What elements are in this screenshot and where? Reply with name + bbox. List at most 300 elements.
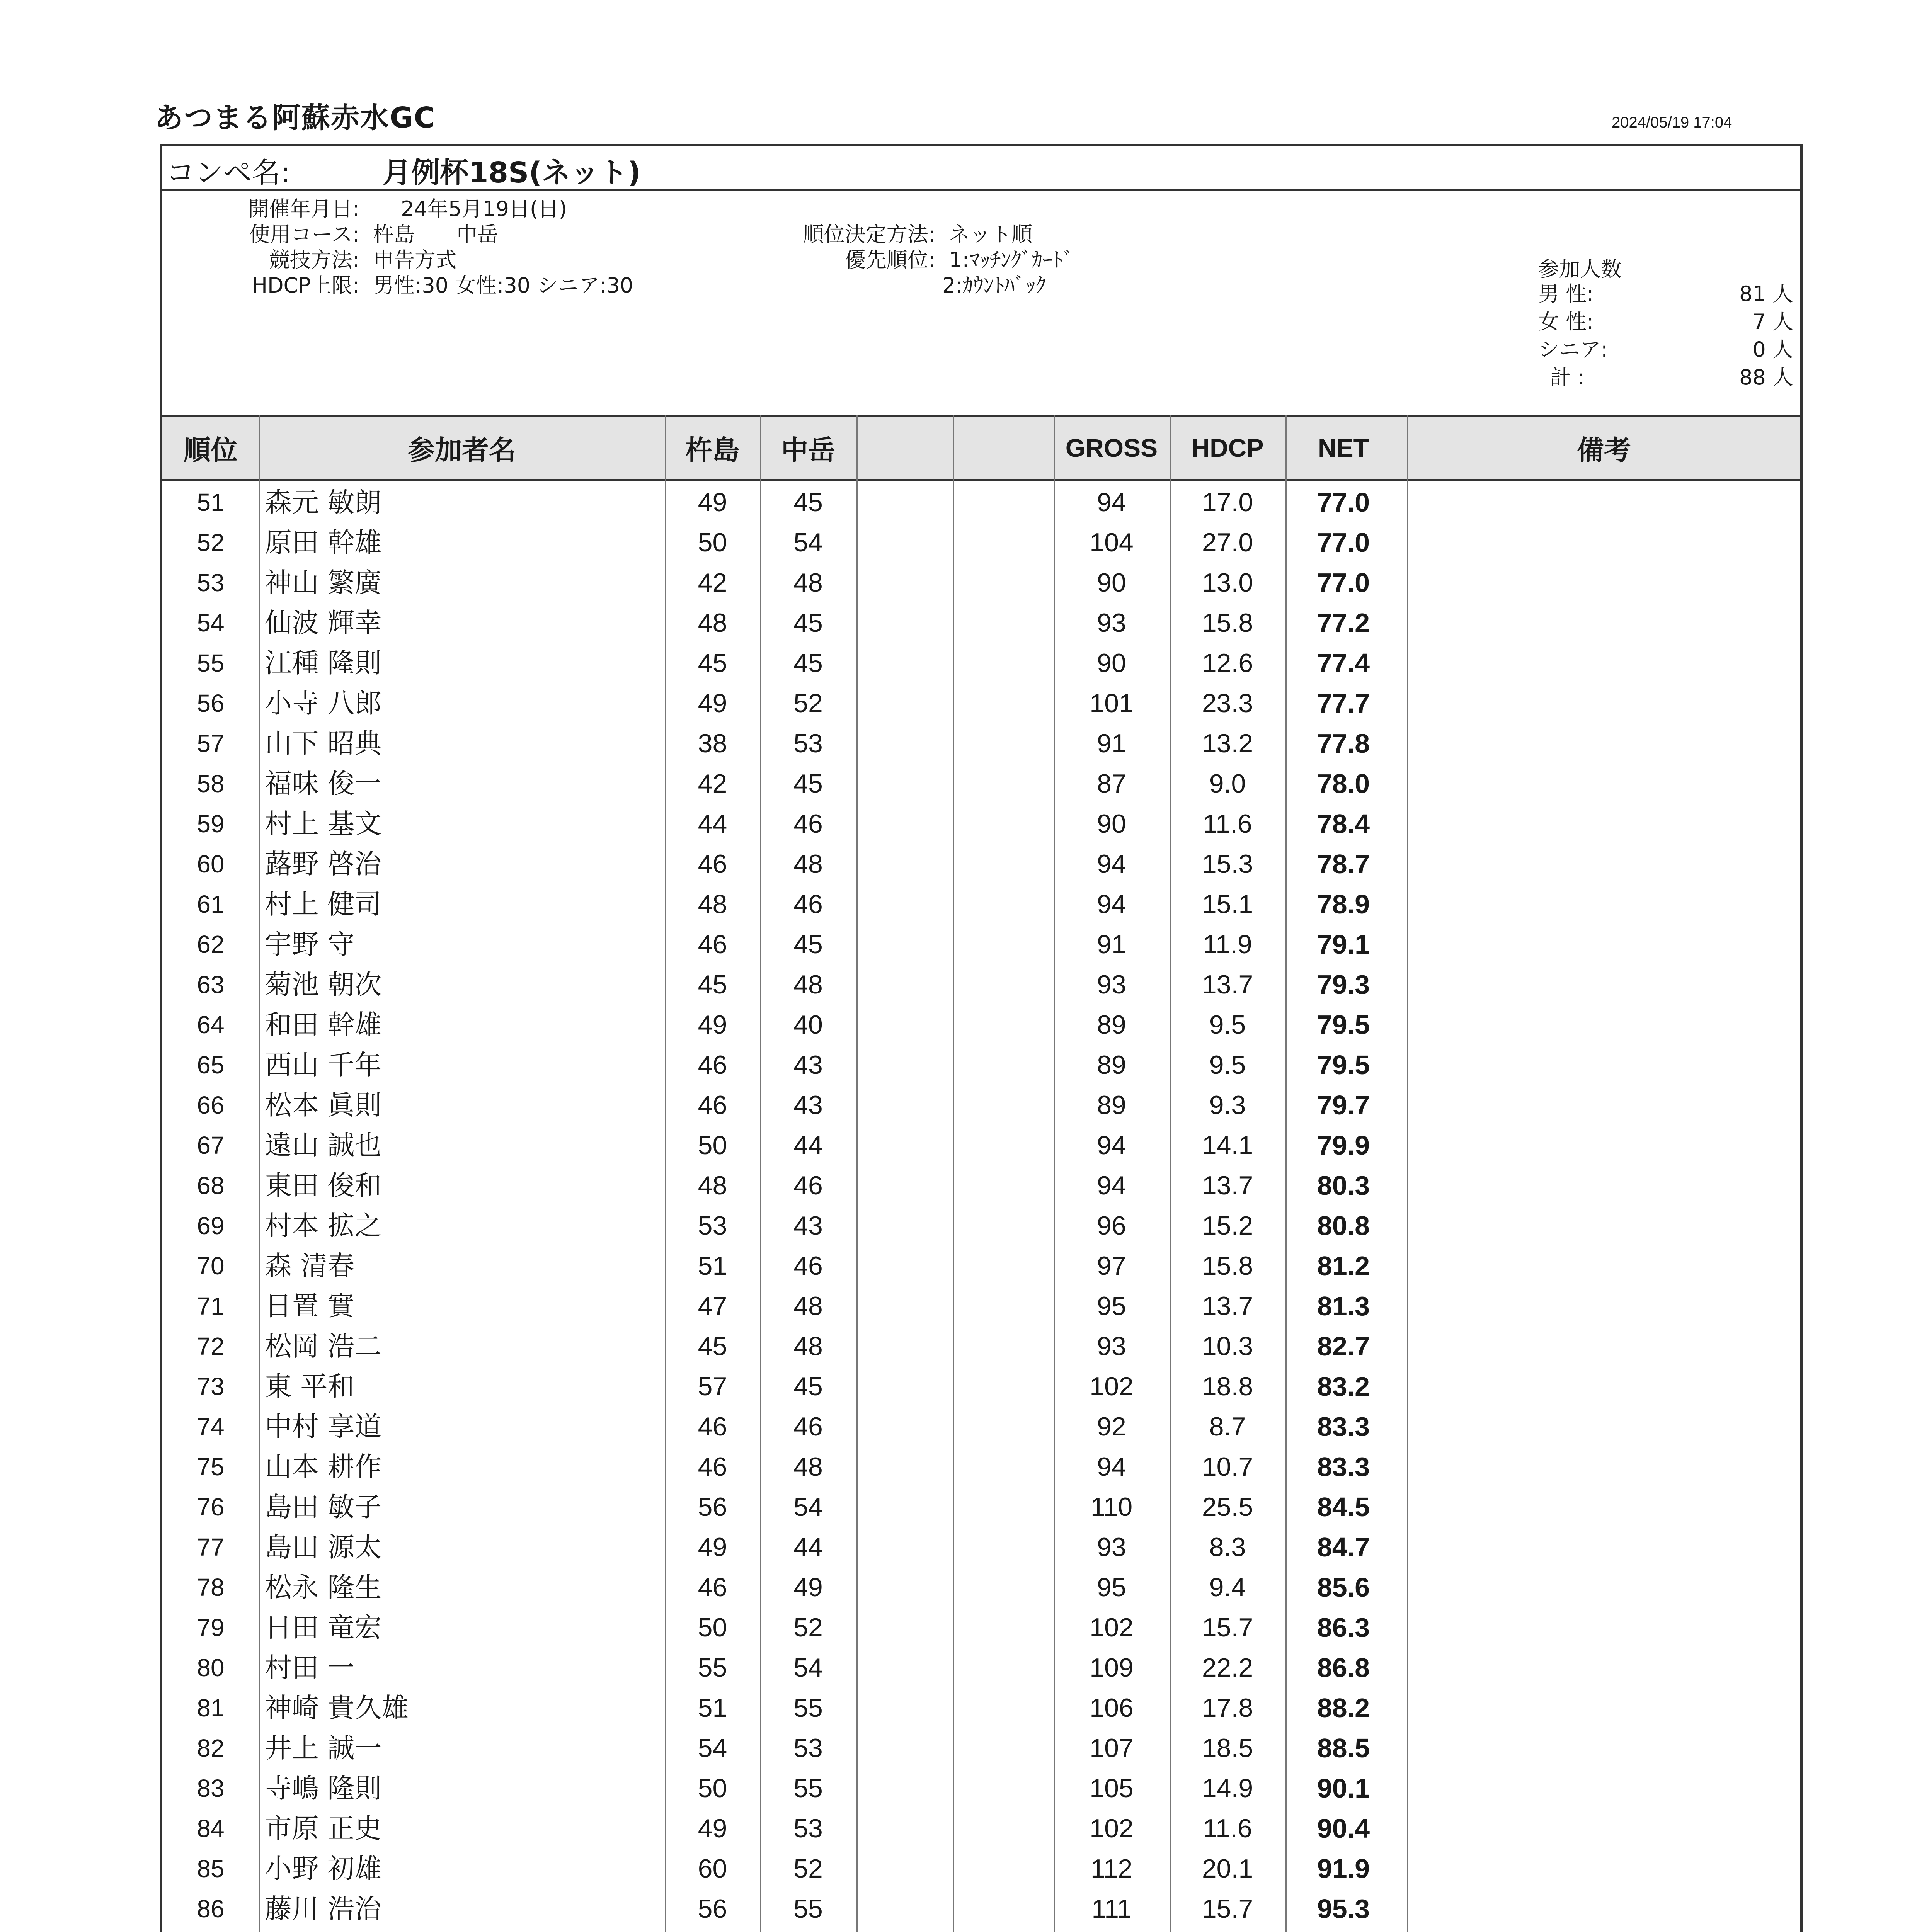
gross-cell: 93 — [1097, 1332, 1126, 1361]
name-cell: 山本 耕作 — [265, 1451, 382, 1483]
table-header — [162, 415, 1800, 481]
name-cell: 松岡 浩二 — [265, 1330, 382, 1362]
name-cell: 島田 敏子 — [265, 1491, 382, 1523]
table-row — [162, 923, 1800, 964]
gross-cell: 94 — [1097, 488, 1126, 517]
rank-cell: 59 — [197, 810, 225, 838]
column-divider — [1170, 415, 1171, 1932]
course1-score-cell: 50 — [698, 528, 727, 557]
gross-cell: 87 — [1097, 769, 1126, 798]
table-row — [162, 1365, 1800, 1406]
net-cell: 80.3 — [1317, 1170, 1370, 1201]
name-cell: 神崎 貴久雄 — [265, 1692, 409, 1724]
rank-cell: 64 — [197, 1011, 225, 1039]
course1-score-cell: 44 — [698, 809, 727, 838]
course1-score-cell: 42 — [698, 568, 727, 597]
column-divider — [856, 415, 858, 1932]
rank-cell: 84 — [197, 1815, 225, 1842]
rank-cell: 58 — [197, 770, 225, 798]
net-cell: 88.5 — [1317, 1733, 1370, 1763]
net-cell: 83.3 — [1317, 1452, 1370, 1482]
column-divider — [1407, 415, 1408, 1932]
net-cell: 88.2 — [1317, 1693, 1370, 1723]
net-cell: 84.7 — [1317, 1532, 1370, 1562]
hdcp-cell: 11.6 — [1203, 1814, 1252, 1843]
table-row — [162, 762, 1800, 803]
course1-score-cell: 49 — [698, 1010, 727, 1039]
column-divider — [1285, 415, 1287, 1932]
course2-score-cell — [760, 1927, 856, 1932]
rank-cell: 86 — [197, 1895, 225, 1923]
course1-score-cell: 49 — [698, 1814, 727, 1843]
course1-score-cell: 55 — [698, 1653, 727, 1682]
table-row — [162, 1083, 1800, 1124]
net-cell: 82.7 — [1317, 1331, 1370, 1361]
hdcp-cell: 15.1 — [1202, 889, 1253, 919]
net-cell: 77.8 — [1317, 728, 1370, 759]
rank-cell: 52 — [197, 529, 225, 556]
hdcp-cell: 10.7 — [1202, 1452, 1253, 1481]
gross-cell: 97 — [1097, 1251, 1126, 1281]
rank-cell: 70 — [197, 1252, 225, 1280]
gross-cell: 102 — [1090, 1613, 1134, 1642]
course1-score-cell: 56 — [698, 1894, 727, 1923]
rank-cell: 83 — [197, 1774, 225, 1802]
gross-cell: 111 — [1091, 1894, 1132, 1923]
column-divider — [259, 415, 260, 1932]
rank-cell: 76 — [197, 1493, 225, 1521]
table-row — [162, 1485, 1800, 1526]
table-row — [162, 561, 1800, 602]
net-cell: 90.4 — [1317, 1813, 1370, 1844]
net-cell: 86.8 — [1317, 1653, 1370, 1683]
rank-cell: 63 — [197, 971, 225, 998]
rank-cell: 78 — [197, 1573, 225, 1601]
hdcp-cell: 23.3 — [1202, 689, 1253, 718]
hdcp-cell: 13.0 — [1202, 568, 1253, 597]
gross-cell: 102 — [1090, 1814, 1134, 1843]
course2-score-cell: 44 — [793, 1131, 823, 1160]
course2-score-cell: 43 — [793, 1050, 823, 1080]
course2-score-cell: 46 — [793, 1171, 823, 1200]
info-method-label: 競技方法: — [269, 248, 359, 272]
course1-score-cell: 49 — [698, 689, 727, 718]
table-row — [162, 1927, 1800, 1932]
hdcp-cell: 13.7 — [1202, 970, 1253, 999]
hdcp-cell: 25.5 — [1202, 1492, 1253, 1522]
hdcp-cell: 9.0 — [1209, 769, 1246, 798]
rank-cell: 55 — [197, 649, 225, 677]
hdcp-cell: 17.0 — [1202, 488, 1253, 517]
gross-cell: 94 — [1097, 849, 1126, 879]
rank-cell: 66 — [197, 1091, 225, 1119]
info-priority-2: 2:ｶｳﾝﾄﾊﾞｯｸ — [942, 273, 1046, 298]
course1-score-cell: 51 — [698, 1251, 727, 1281]
table-row — [162, 1646, 1800, 1687]
name-cell: 蕗野 啓治 — [265, 848, 382, 880]
table-row — [162, 1686, 1800, 1727]
gross-cell: 93 — [1097, 970, 1126, 999]
course1-score-cell: 56 — [698, 1492, 727, 1522]
net-cell: 81.2 — [1317, 1251, 1370, 1281]
table-row — [162, 802, 1800, 843]
rank-cell: 57 — [197, 730, 225, 757]
gross-cell: 102 — [1090, 1372, 1134, 1401]
rank-cell: 61 — [197, 890, 225, 918]
hdcp-cell: 11.6 — [1203, 809, 1252, 838]
table-row — [162, 1606, 1800, 1647]
hdcp-cell: 15.7 — [1202, 1613, 1253, 1642]
course2-score-cell: 45 — [793, 648, 823, 678]
table-row — [162, 1807, 1800, 1848]
hdcp-cell: 15.7 — [1202, 1894, 1253, 1923]
name-cell: 島田 源太 — [265, 1531, 382, 1563]
table-row — [162, 521, 1800, 562]
course1-score-cell: 50 — [698, 1774, 727, 1803]
gross-cell: 105 — [1090, 1774, 1134, 1803]
net-cell: 77.4 — [1317, 648, 1370, 678]
participants-title: 参加人数 — [1538, 257, 1622, 281]
rank-cell: 65 — [197, 1051, 225, 1079]
results-sheet — [160, 144, 1803, 1932]
table-row — [162, 641, 1800, 682]
participants-female-value: 7 人 — [1752, 310, 1793, 334]
hdcp-cell: 10.3 — [1202, 1332, 1253, 1361]
course2-score-cell: 40 — [793, 1010, 823, 1039]
rank-cell: 74 — [197, 1413, 225, 1440]
gross-cell: 93 — [1097, 608, 1126, 638]
course2-score-cell: 53 — [793, 1733, 823, 1763]
name-cell: 菊池 朝次 — [265, 969, 382, 1000]
gross-cell: 95 — [1097, 1573, 1126, 1602]
table-row — [162, 1325, 1800, 1366]
participants-senior-value: 0 人 — [1752, 337, 1793, 362]
hdcp-cell: 15.2 — [1202, 1211, 1253, 1240]
name-cell: 神山 繁廣 — [265, 567, 382, 599]
table-row — [162, 722, 1800, 763]
course1-score-cell: 49 — [698, 488, 727, 517]
info-course-value: 杵島 中岳 — [373, 222, 499, 247]
name-cell: 遠山 誠也 — [265, 1129, 382, 1161]
printed-timestamp: 2024/05/19 17:04 — [1612, 114, 1732, 131]
rank-cell: 75 — [197, 1453, 225, 1481]
table-row — [162, 1405, 1800, 1446]
table-row — [162, 1445, 1800, 1486]
rank-cell — [162, 1927, 259, 1932]
course2-score-cell: 55 — [793, 1894, 823, 1923]
name-cell: 松永 隆生 — [265, 1571, 382, 1603]
course2-score-cell: 48 — [793, 849, 823, 879]
course2-score-cell: 53 — [793, 1814, 823, 1843]
course1-score-cell: 54 — [698, 1733, 727, 1763]
hdcp-cell: 14.1 — [1202, 1131, 1253, 1160]
name-cell: 江種 隆則 — [265, 647, 382, 679]
course2-score-cell: 52 — [793, 1854, 823, 1883]
rank-cell: 56 — [197, 689, 225, 717]
course1-score-cell: 46 — [698, 1090, 727, 1120]
name-cell: 東 平和 — [265, 1371, 355, 1402]
gross-cell: 90 — [1097, 648, 1126, 678]
net-cell: 80.8 — [1317, 1211, 1370, 1241]
rank-cell: 85 — [197, 1855, 225, 1883]
info-hdcp-value: 男性:30 女性:30 シニア:30 — [373, 273, 633, 298]
net-cell: 81.3 — [1317, 1291, 1370, 1321]
name-cell: 福味 俊一 — [265, 768, 382, 799]
course1-score-cell: 49 — [698, 1532, 727, 1562]
course1-score-cell: 48 — [698, 889, 727, 919]
name-cell: 和田 幹雄 — [265, 1009, 382, 1041]
table-row — [162, 1566, 1800, 1607]
course2-score-cell: 45 — [793, 1372, 823, 1401]
course1-score-cell: 48 — [698, 1171, 727, 1200]
header-net: NET — [1318, 434, 1369, 462]
course2-score-cell: 45 — [793, 608, 823, 638]
gross-cell: 109 — [1090, 1653, 1134, 1682]
name-cell: 宇野 守 — [265, 929, 355, 960]
gross-cell: 91 — [1097, 930, 1126, 959]
name-cell: 仙波 輝幸 — [265, 607, 382, 639]
gross-cell: 107 — [1090, 1733, 1134, 1763]
table-row — [162, 1767, 1800, 1808]
rank-cell: 69 — [197, 1212, 225, 1240]
hdcp-cell: 15.8 — [1202, 1251, 1253, 1281]
net-cell: 79.5 — [1317, 1010, 1370, 1040]
participants-senior-label: シニア: — [1538, 337, 1608, 362]
hdcp-cell: 22.2 — [1202, 1653, 1253, 1682]
net-cell — [1285, 1927, 1401, 1932]
rank-cell: 72 — [197, 1332, 225, 1360]
name-cell: 市原 正史 — [265, 1813, 382, 1844]
course1-score-cell: 47 — [698, 1291, 727, 1321]
table-row — [162, 842, 1800, 883]
course2-score-cell: 43 — [793, 1090, 823, 1120]
course2-score-cell: 48 — [793, 1291, 823, 1321]
name-cell: 山下 昭典 — [265, 728, 382, 759]
hdcp-cell: 13.7 — [1202, 1291, 1253, 1321]
header-name: 参加者名 — [408, 434, 516, 466]
net-cell: 78.7 — [1317, 849, 1370, 879]
gross-cell: 110 — [1090, 1492, 1133, 1522]
net-cell: 85.6 — [1317, 1572, 1370, 1602]
gross-cell: 93 — [1097, 1532, 1126, 1562]
net-cell: 84.5 — [1317, 1492, 1370, 1522]
hdcp-cell — [1170, 1927, 1285, 1932]
net-cell: 78.0 — [1317, 769, 1370, 799]
net-cell: 79.5 — [1317, 1050, 1370, 1080]
competition-name: 月例杯18S(ネット) — [383, 156, 641, 189]
net-cell: 79.3 — [1317, 969, 1370, 1000]
course2-score-cell: 43 — [793, 1211, 823, 1240]
net-cell: 79.1 — [1317, 929, 1370, 959]
header-gross: GROSS — [1065, 434, 1158, 462]
gross-cell: 95 — [1097, 1291, 1126, 1321]
course2-score-cell: 45 — [793, 769, 823, 798]
rank-cell: 68 — [197, 1172, 225, 1199]
hdcp-cell: 13.7 — [1202, 1171, 1253, 1200]
course1-score-cell: 46 — [698, 930, 727, 959]
name-cell: 村本 拡之 — [265, 1210, 382, 1242]
gross-cell: 89 — [1097, 1050, 1126, 1080]
hdcp-cell: 11.9 — [1203, 930, 1252, 959]
name-cell: 日置 實 — [265, 1290, 355, 1322]
net-cell: 77.0 — [1317, 527, 1370, 558]
header-hdcp: HDCP — [1191, 434, 1264, 462]
table-row — [162, 1526, 1800, 1566]
course1-score-cell: 46 — [698, 1452, 727, 1481]
info-hdcp — [186, 269, 633, 299]
rank-cell: 54 — [197, 609, 225, 637]
header-course2: 中岳 — [781, 434, 835, 466]
info-hdcp-label: HDCP上限: — [252, 273, 359, 298]
course2-score-cell: 46 — [793, 889, 823, 919]
column-divider — [665, 415, 666, 1932]
table-row — [162, 1164, 1800, 1205]
table-row — [162, 1124, 1800, 1165]
table-row — [162, 963, 1800, 1004]
course2-score-cell: 46 — [793, 809, 823, 838]
name-cell: 日田 竜宏 — [265, 1612, 382, 1643]
hdcp-cell: 13.2 — [1202, 729, 1253, 758]
name-cell: 東田 俊和 — [265, 1170, 382, 1201]
gross-cell: 94 — [1097, 1171, 1126, 1200]
course2-score-cell: 53 — [793, 729, 823, 758]
participants-female-label: 女 性: — [1538, 310, 1594, 334]
hdcp-cell: 9.5 — [1209, 1010, 1246, 1039]
course1-score-cell: 46 — [698, 1573, 727, 1602]
rank-cell: 53 — [197, 569, 225, 597]
competition-label: コンペ名: — [166, 156, 290, 189]
gross-cell: 89 — [1097, 1010, 1126, 1039]
venue-name: あつまる阿蘇赤水GC — [155, 101, 436, 134]
hdcp-cell: 15.3 — [1202, 849, 1253, 879]
name-cell: 藤川 浩治 — [265, 1893, 382, 1925]
rank-cell: 60 — [197, 850, 225, 878]
table-row — [162, 883, 1800, 923]
rank-cell: 79 — [197, 1614, 225, 1641]
hdcp-cell: 9.4 — [1209, 1573, 1246, 1602]
course1-score-cell: 38 — [698, 729, 727, 758]
table-row — [162, 1284, 1800, 1325]
info-priority-label: 優先順位: — [844, 248, 935, 272]
hdcp-cell: 12.6 — [1202, 648, 1253, 678]
course1-score-cell: 50 — [698, 1131, 727, 1160]
table-row — [162, 1887, 1800, 1928]
gross-cell: 94 — [1097, 889, 1126, 919]
name-cell: 森 清春 — [265, 1250, 355, 1282]
rank-cell: 73 — [197, 1372, 225, 1400]
gross-cell: 91 — [1097, 729, 1126, 758]
info-course-label: 使用コース: — [249, 222, 359, 247]
hdcp-cell: 18.8 — [1202, 1372, 1253, 1401]
info-priority-1: 1:ﾏｯﾁﾝｸﾞｶｰﾄﾞ — [949, 248, 1074, 272]
info-ranking-value: ネット順 — [949, 222, 1033, 247]
course2-score-cell: 46 — [793, 1412, 823, 1441]
net-cell: 95.3 — [1317, 1894, 1370, 1924]
net-cell: 90.1 — [1317, 1773, 1370, 1803]
table-row — [162, 1204, 1800, 1245]
hdcp-cell: 27.0 — [1202, 528, 1253, 557]
course1-score-cell: 48 — [698, 608, 727, 638]
gross-cell: 101 — [1090, 689, 1134, 718]
hdcp-cell: 15.8 — [1202, 608, 1253, 638]
course2-score-cell: 45 — [793, 488, 823, 517]
hdcp-cell: 20.1 — [1202, 1854, 1253, 1883]
rank-cell: 77 — [197, 1533, 225, 1561]
name-cell: 松本 眞則 — [265, 1089, 382, 1121]
course2-score-cell: 55 — [793, 1693, 823, 1723]
course1-score-cell: 46 — [698, 849, 727, 879]
info-date-label: 開催年月日: — [248, 197, 359, 221]
rank-cell: 62 — [197, 930, 225, 958]
table-row — [162, 682, 1800, 723]
participants-total-label: 計 : — [1550, 365, 1585, 389]
course1-score-cell: 46 — [698, 1050, 727, 1080]
participants-male-label: 男 性: — [1538, 282, 1594, 306]
gross-cell — [1054, 1927, 1170, 1932]
net-cell: 79.7 — [1317, 1090, 1370, 1120]
name-cell: 小野 初雄 — [265, 1853, 382, 1884]
rank-cell: 80 — [197, 1654, 225, 1682]
net-cell: 77.7 — [1317, 688, 1370, 718]
course1-score-cell: 53 — [698, 1211, 727, 1240]
gross-cell: 90 — [1097, 809, 1126, 838]
gross-cell: 90 — [1097, 568, 1126, 597]
course2-score-cell: 48 — [793, 970, 823, 999]
name-cell: 寺嶋 隆則 — [265, 1772, 382, 1804]
course1-score-cell: 45 — [698, 648, 727, 678]
name-cell: 西山 千年 — [265, 1049, 382, 1081]
table-row — [162, 1847, 1800, 1888]
rank-cell: 81 — [197, 1694, 225, 1722]
net-cell: 86.3 — [1317, 1612, 1370, 1643]
name-cell: 井上 誠一 — [265, 1732, 382, 1764]
course2-score-cell: 44 — [793, 1532, 823, 1562]
table-row — [162, 1043, 1800, 1084]
net-cell: 83.2 — [1317, 1371, 1370, 1401]
header-course1: 杵島 — [685, 434, 740, 466]
net-cell: 77.0 — [1317, 487, 1370, 517]
course1-score-cell: 57 — [698, 1372, 727, 1401]
course1-score-cell: 42 — [698, 769, 727, 798]
net-cell: 91.9 — [1317, 1854, 1370, 1884]
net-cell: 83.3 — [1317, 1412, 1370, 1442]
gross-cell: 94 — [1097, 1131, 1126, 1160]
course2-score-cell: 48 — [793, 1452, 823, 1481]
net-cell: 78.9 — [1317, 889, 1370, 919]
rank-cell: 82 — [197, 1734, 225, 1762]
course2-score-cell: 54 — [793, 528, 823, 557]
course2-score-cell: 52 — [793, 1613, 823, 1642]
name-cell: 小寺 八郎 — [265, 687, 382, 719]
course2-score-cell: 45 — [793, 930, 823, 959]
competition-row — [162, 146, 1800, 191]
net-cell: 78.4 — [1317, 809, 1370, 839]
course1-score-cell: 46 — [698, 1412, 727, 1441]
name-cell: 村上 健司 — [265, 888, 382, 920]
rank-cell: 71 — [197, 1292, 225, 1320]
course2-score-cell: 48 — [793, 1332, 823, 1361]
course2-score-cell: 48 — [793, 568, 823, 597]
rank-cell: 67 — [197, 1131, 225, 1159]
hdcp-cell: 8.7 — [1209, 1412, 1246, 1441]
column-divider — [760, 415, 761, 1932]
table-row — [162, 1003, 1800, 1044]
net-cell: 77.0 — [1317, 568, 1370, 598]
course2-score-cell: 46 — [793, 1251, 823, 1281]
hdcp-cell: 18.5 — [1202, 1733, 1253, 1763]
info-ranking-label: 順位決定方法: — [803, 222, 935, 247]
hdcp-cell: 8.3 — [1209, 1532, 1246, 1562]
